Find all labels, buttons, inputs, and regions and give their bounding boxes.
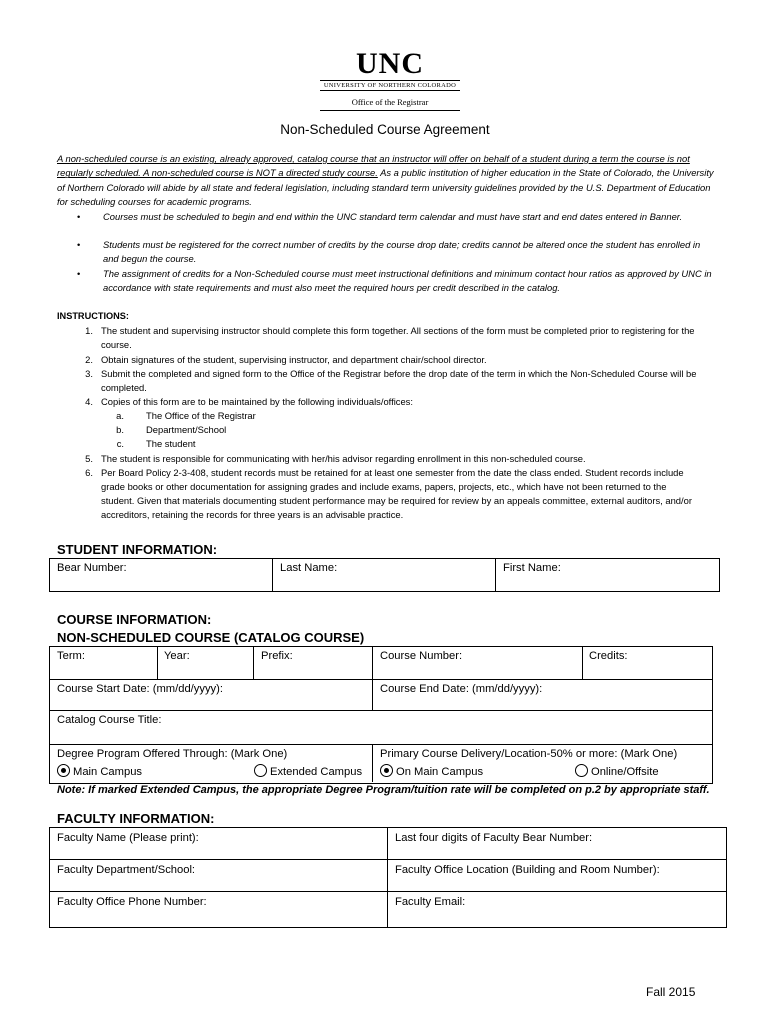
instructions-heading: INSTRUCTIONS:: [57, 311, 129, 321]
prefix-field[interactable]: Prefix:: [261, 650, 293, 662]
extended-campus-option[interactable]: [254, 764, 362, 778]
divider: [49, 744, 712, 745]
faculty-bear-digits-field[interactable]: Last four digits of Faculty Bear Number:: [395, 832, 593, 844]
online-offsite-option[interactable]: [575, 764, 659, 778]
main-campus-label: Main Campus: [73, 766, 143, 778]
bullet-icon: •: [77, 211, 81, 222]
radio-selected-icon[interactable]: [380, 764, 393, 777]
primary-delivery-label: Primary Course Delivery/Location-50% or more: (Mark One): [380, 748, 678, 760]
bear-number-field[interactable]: Bear Number:: [57, 562, 127, 574]
degree-program-label: Degree Program Offered Through: (Mark One): [57, 748, 288, 760]
item-number: b.: [116, 424, 124, 435]
divider: [387, 827, 388, 927]
item-number: 6.: [85, 467, 93, 478]
extended-campus-label: Extended Campus: [270, 766, 363, 778]
last-name-field[interactable]: Last Name:: [280, 562, 338, 574]
intro-underlined: A non-scheduled course is an existing, already approved, catalog course that an instructor will offer on behalf of a student during a term the course is not regularly scheduled. A non-scheduled course is NOT a directed study course.: [57, 153, 690, 179]
item-number: 5.: [85, 453, 93, 464]
bullet-text: The assignment of credits for a Non-Scheduled course must meet instructional definitions and minimum contact hour ratios as approved by UNC in accordance with state requirements and must also meet the required hours per credit described in the catalog.: [103, 268, 712, 294]
bullet-text: Students must be registered for the correct number of credits by the course drop date; credits cannot be altered once the student has enrolled in and begun the course.: [103, 239, 701, 265]
divider: [495, 558, 496, 591]
item-text: The student and supervising instructor should complete this form together. All sections of the form must be completed prior to registering for the course.: [101, 325, 695, 351]
logo-office: Office of the Registrar: [320, 97, 460, 111]
radio-unselected-icon[interactable]: [575, 764, 588, 777]
year-field[interactable]: Year:: [164, 650, 190, 662]
item-text: Per Board Policy 2-3-408, student records must be retained for at least one semester from the date the class ended. Student records include grade books or other documentation for assigning grades and include exams, papers, projects, etc., which have not been returned to the student. Given that materials documenting student performance may be required for review by an appeals committee, external auditors, and/or accreditors, retaining the records for three years is an advisable practice.: [101, 467, 692, 521]
logo-university: UNIVERSITY OF NORTHERN COLORADO: [320, 80, 460, 91]
faculty-name-field[interactable]: Faculty Name (Please print):: [57, 832, 199, 844]
non-scheduled-course-heading: NON-SCHEDULED COURSE (CATALOG COURSE): [57, 630, 365, 645]
faculty-phone-field[interactable]: Faculty Office Phone Number:: [57, 896, 207, 908]
divider: [272, 558, 273, 591]
main-campus-option[interactable]: [57, 764, 142, 778]
faculty-info-heading: FACULTY INFORMATION:: [57, 811, 215, 826]
divider: [253, 646, 254, 679]
item-number: 1.: [85, 325, 93, 336]
intro-rest: As a public institution of higher education in the State of Colorado, the University of Northern Colorado will abide by all state and federal legislation, including standard term university guidelines provided by the U.S. Department of Education for scheduling courses for academic programs.: [57, 167, 714, 208]
credits-field[interactable]: Credits:: [589, 650, 628, 662]
item-text: Department/School: [146, 424, 227, 435]
bullet-icon: •: [77, 268, 81, 279]
term-field[interactable]: Term:: [57, 650, 85, 662]
on-main-campus-label: On Main Campus: [396, 766, 484, 778]
divider: [49, 679, 712, 680]
extended-campus-note: Note: If marked Extended Campus, the appropriate Degree Program/tuition rate will be completed on p.2 by appropriate staff.: [57, 784, 710, 796]
item-text: The student: [146, 438, 196, 449]
divider: [49, 859, 726, 860]
divider: [582, 646, 583, 679]
course-info-heading: COURSE INFORMATION:: [57, 612, 212, 627]
start-date-field[interactable]: Course Start Date: (mm/dd/yyyy):: [57, 683, 223, 695]
footer-term: Fall 2015: [646, 985, 696, 999]
on-main-campus-option[interactable]: [380, 764, 483, 778]
item-text: Submit the completed and signed form to the Office of the Registrar before the drop date of the term in which the Non-Scheduled Course will be completed.: [101, 368, 697, 394]
faculty-department-field[interactable]: Faculty Department/School:: [57, 864, 196, 876]
item-number: a.: [116, 410, 124, 421]
radio-unselected-icon[interactable]: [254, 764, 267, 777]
online-offsite-label: Online/Offsite: [591, 766, 659, 778]
radio-selected-icon[interactable]: [57, 764, 70, 777]
page-title: Non-Scheduled Course Agreement: [280, 122, 490, 137]
end-date-field[interactable]: Course End Date: (mm/dd/yyyy):: [380, 683, 543, 695]
bullet-icon: •: [77, 239, 81, 250]
unc-logo: [320, 47, 460, 111]
bullet-text: Courses must be scheduled to begin and end within the UNC standard term calendar and must have start and end dates entered in Banner.: [103, 211, 683, 222]
item-text: Obtain signatures of the student, supervising instructor, and department chair/school director.: [101, 354, 487, 365]
item-number: 2.: [85, 354, 93, 365]
student-info-table: [49, 558, 720, 592]
item-text: The student is responsible for communicating with her/his advisor regarding enrollment in this non-scheduled course.: [101, 453, 586, 464]
first-name-field[interactable]: First Name:: [503, 562, 561, 574]
divider: [49, 891, 726, 892]
catalog-title-field[interactable]: Catalog Course Title:: [57, 714, 162, 726]
logo-mark: UNC: [356, 47, 424, 80]
student-info-heading: STUDENT INFORMATION:: [57, 542, 218, 557]
faculty-office-location-field[interactable]: Faculty Office Location (Building and Room Number):: [395, 864, 660, 876]
intro-paragraph: [57, 152, 717, 210]
item-number: 3.: [85, 368, 93, 379]
item-text: Copies of this form are to be maintained by the following individuals/offices:: [101, 396, 413, 407]
divider: [372, 646, 373, 710]
item-number: c.: [116, 438, 124, 449]
divider: [372, 744, 373, 782]
course-number-field[interactable]: Course Number:: [380, 650, 463, 662]
item-text: The Office of the Registrar: [146, 410, 256, 421]
faculty-email-field[interactable]: Faculty Email:: [395, 896, 466, 908]
divider: [157, 646, 158, 679]
item-number: 4.: [85, 396, 93, 407]
divider: [49, 710, 712, 711]
